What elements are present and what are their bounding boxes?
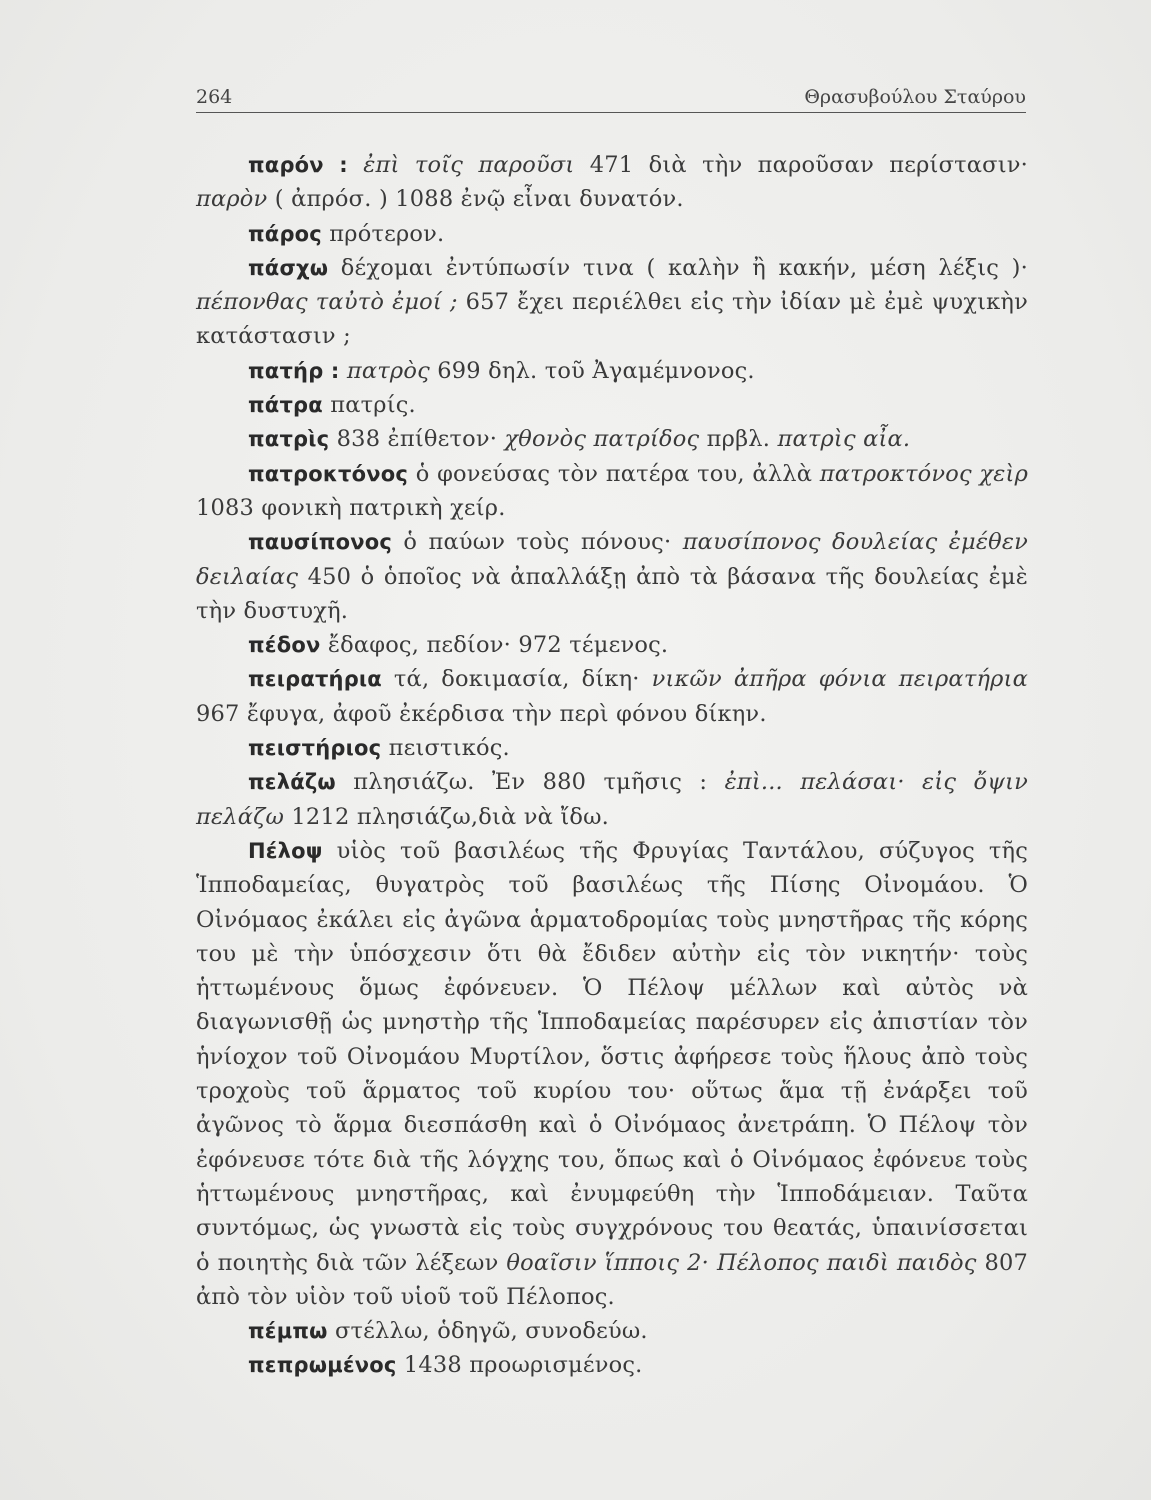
entry-text: 450 ὁ ὁποῖος νὰ ἀπαλλάξῃ ἀπὸ τὰ βάσανα τῆς δουλείας ἐμὲ τὴν δυστυχῆ.	[196, 563, 1028, 624]
entry-text: 1083 φονικὴ πατρικὴ χείρ.	[196, 494, 506, 521]
entry-headword: πατήρ :	[248, 358, 340, 383]
entry-text: πρβλ.	[699, 426, 778, 453]
glossary-entry	[196, 1348, 1028, 1382]
entry-text: πατρίς.	[322, 392, 416, 419]
entry-quotation: πέπονθας ταὐτὸ ἐμοί ;	[196, 289, 458, 316]
glossary-entry	[196, 731, 1028, 765]
entry-text: υἱὸς τοῦ βασιλέως τῆς Φρυγίας Ταντάλου, σύζυγος τῆς Ἱπποδαμείας, θυγατρὸς τοῦ βασιλέως τῆς Πίσης Οἰνομάου. Ὁ Οἰνόμαος ἐκάλει εἰς ἀγῶνα ἁρματοδρομίας τοὺς μνηστῆρας τῆς κόρης του μὲ τὴν ὑπόσχεσιν ὅτι θὰ ἔδιδεν αὐτὴν εἰς τὸν νικητήν· τοὺς ἡττωμένους ὅμως ἐφόνευεν. Ὁ Πέλοψ μέλλων καὶ αὐτὸς νὰ διαγωνισθῇ ὡς μνηστὴρ τῆς Ἱπποδαμείας παρέσυρεν εἰς ἀπιστίαν τὸν ἡνίοχον τοῦ Οἰνομάου Μυρτίλον, ὅστις ἀφήρεσε τοὺς ἥλους ἀπὸ τοὺς τροχοὺς τοῦ ἅρματος τοῦ κυρίου του· οὕτως ἅμα τῇ ἐνάρξει τοῦ ἀγῶνος τὸ ἅρμα διεσπάσθη καὶ ὁ Οἰνόμαος ἀνετράπη. Ὁ Πέλοψ τὸν ἐφόνευσε τότε διὰ τῆς λόγχης του, ὅπως καὶ ὁ Οἰνόμαος ἐφόνευε τοὺς ἡττωμένους μνηστῆρας, καὶ ἐνυμφεύθη τὴν Ἱπποδάμειαν. Ταῦτα συντόμως, ὡς γνωστὰ εἰς τοὺς συγχρόνους του θεατάς, ὑπαινίσσεται ὁ ποιητὴς διὰ τῶν λέξεων	[196, 837, 1028, 1276]
entry-headword: πειρατήρια	[248, 667, 382, 692]
glossary-entry	[196, 217, 1028, 251]
entry-quotation: νικῶν ἀπῆρα φόνια πειρατήρια	[651, 666, 1028, 693]
entry-text: τά, δοκιμασία, δίκη·	[381, 666, 652, 693]
entry-text	[340, 358, 347, 384]
glossary-entry	[196, 422, 1028, 456]
entry-quotation: παυσίπονος δουλείας ἐμέθεν δειλαίας	[196, 529, 1028, 590]
entry-headword: Πέλοψ	[248, 838, 323, 863]
entry-text: 1212 πλησιάζω,διὰ νὰ ἴδω.	[284, 803, 610, 830]
entry-text	[348, 152, 363, 178]
entry-headword: πειστήριος	[248, 736, 382, 761]
entry-headword: πατρὶς	[248, 427, 330, 452]
glossary-entry	[196, 1314, 1028, 1348]
entry-headword: πάρος	[248, 221, 322, 246]
entry-headword: πατροκτόνος	[248, 461, 409, 486]
entry-headword: πέμπω	[248, 1319, 328, 1344]
entry-text: πρότερον.	[321, 220, 445, 247]
entry-text: πλησιάζω. Ἐν 880 τμῆσις :	[335, 769, 725, 796]
entry-quotation: χθονὸς πατρίδος	[504, 426, 700, 453]
entry-text: 807 ἀπὸ τὸν υἱὸν τοῦ υἱοῦ τοῦ Πέλοπος.	[196, 1249, 1028, 1310]
entry-text: ὁ φονεύσας τὸν πατέρα του, ἀλλὰ	[408, 460, 820, 487]
glossary-entry	[196, 628, 1028, 662]
page-number: 264	[196, 86, 233, 108]
glossary-entry	[196, 251, 1028, 354]
entry-headword: πέδον	[248, 633, 321, 658]
glossary-entry	[196, 354, 1028, 388]
entry-quotation: παρὸν	[196, 186, 268, 213]
entry-text: 967 ἔφυγα, ἀφοῦ ἐκέρδισα τὴν περὶ φόνου δίκην.	[196, 700, 767, 727]
entry-text: ἔδαφος, πεδίον· 972 τέμενος.	[320, 632, 669, 659]
entry-quotation: ἐπὶ... πελάσαι· εἰς ὄψιν πελάζω	[196, 769, 1028, 830]
glossary-entry	[196, 457, 1028, 526]
entry-text: 471 διὰ τὴν παροῦσαν περίστασιν·	[574, 152, 1028, 178]
entry-headword: πάτρα	[248, 393, 323, 418]
glossary-entry	[196, 662, 1028, 731]
glossary-entry	[196, 148, 1028, 217]
glossary-entry	[196, 525, 1028, 628]
entry-quotation: πατροκτόνος χεὶρ	[819, 460, 1028, 487]
entry-text: δέχομαι ἐντύπωσίν τινα ( καλὴν ἢ κακήν, μέση λέξις )·	[328, 254, 1028, 281]
page-header	[196, 78, 1026, 113]
entry-headword: παρόν :	[248, 153, 348, 177]
running-title: Θρασυβούλου Σταύρου	[804, 86, 1026, 108]
entry-quotation: πατρὸς	[346, 357, 430, 384]
glossary-entry	[196, 834, 1028, 1314]
entry-text: ὁ παύων τοὺς πόνους·	[391, 529, 683, 556]
glossary-body	[196, 148, 1028, 1383]
entry-quotation: πατρὶς αἶα.	[777, 426, 911, 453]
entry-text: στέλλω, ὁδηγῶ, συνοδεύω.	[327, 1318, 648, 1345]
entry-text: πειστικός.	[381, 735, 510, 762]
entry-quotation: θοαῖσιν ἵπποις 2· Πέλοπος παιδὶ παιδὸς	[506, 1249, 977, 1276]
entry-quotation: ἐπὶ τοῖς παροῦσι	[363, 152, 575, 178]
entry-text: ( ἀπρόσ. ) 1088 ἐνῷ εἶναι δυνατόν.	[267, 186, 684, 213]
entry-text: 838 ἐπίθετον·	[329, 426, 505, 453]
glossary-entry	[196, 388, 1028, 422]
entry-headword: πάσχω	[248, 255, 329, 280]
entry-headword: πελάζω	[248, 770, 336, 795]
entry-text: 699 δηλ. τοῦ Ἀγαμέμνονος.	[429, 357, 755, 384]
entry-headword: πεπρωμένος	[248, 1353, 397, 1378]
entry-text: 657 ἔχει περιέλθει εἰς τὴν ἰδίαν μὲ ἐμὲ ψυχικὴν κατάστασιν ;	[196, 289, 1028, 350]
glossary-entry	[196, 765, 1028, 834]
entry-text: 1438 προωρισμένος.	[396, 1352, 643, 1379]
entry-headword: παυσίπονος	[248, 530, 392, 555]
